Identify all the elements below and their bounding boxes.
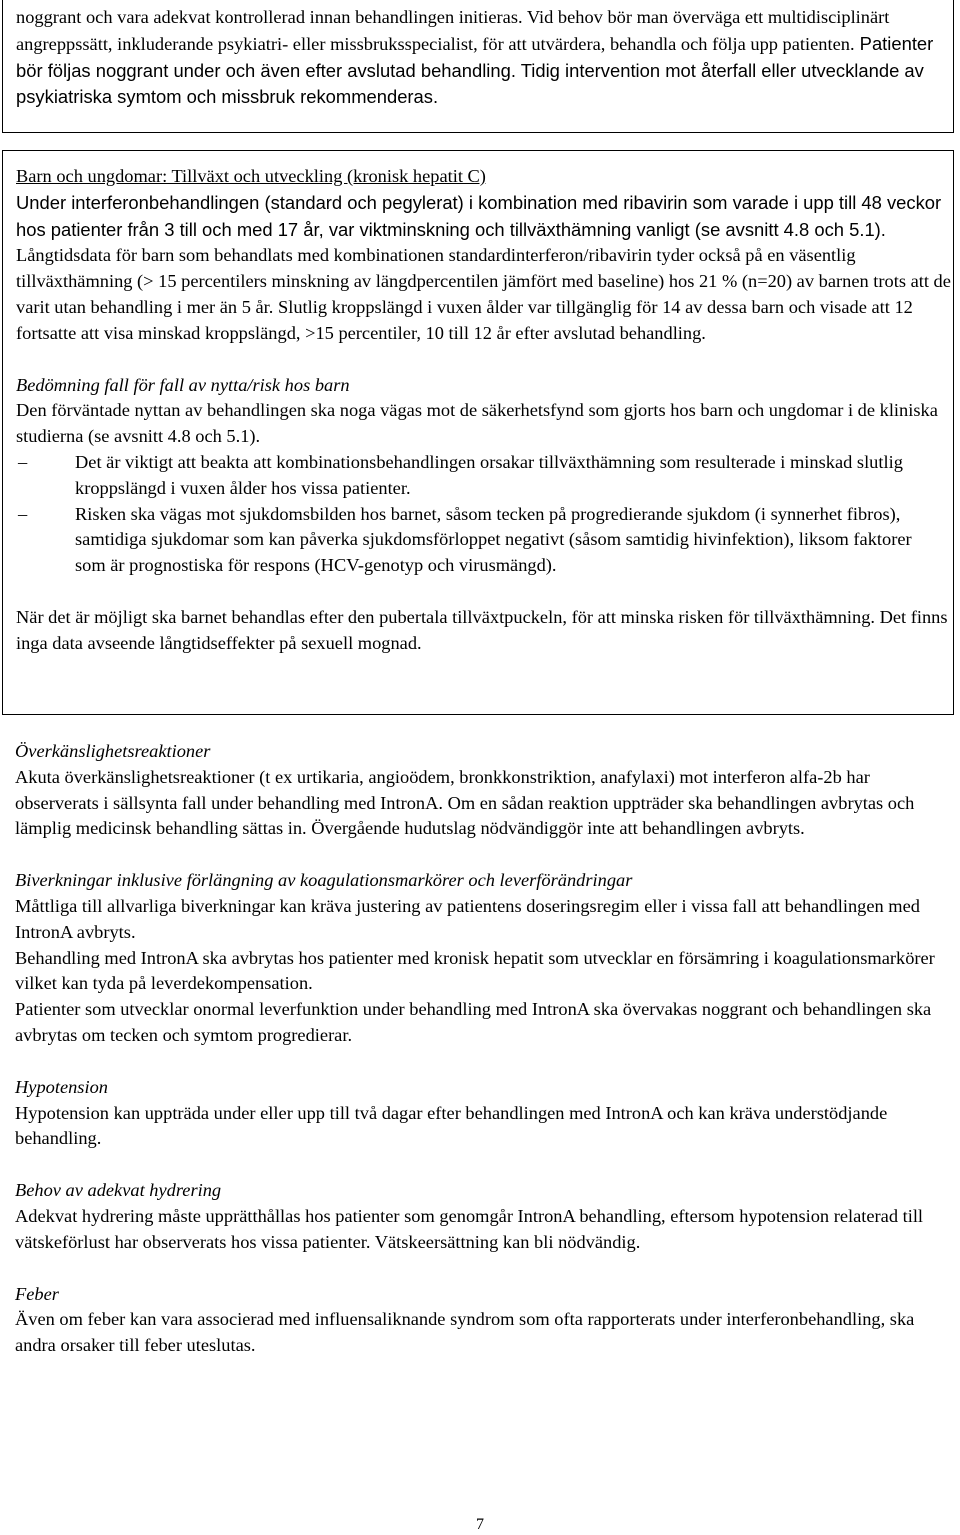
section-title-hypersensitivity: Överkänslighetsreaktioner (15, 741, 211, 761)
hypersensitivity-text-b: Om en sådan reaktion uppträder ska behandlingen avbrytas och lämplig medicinsk behandling sättas in. Övergående hudutslag nödvändiggör inte att behandlingen avbryts. (15, 792, 915, 839)
page-number: 7 (476, 1516, 484, 1533)
adverse-reactions-p2: Behandling med IntronA ska avbrytas hos patienter med kronisk hepatit som utvecklar en försämring i koagulationsmarkörer vilket kan tyda på leverdekompensation. (15, 947, 935, 994)
bullet-text: Det är viktigt att beakta att kombinationsbehandlingen orsakar tillväxthämning som resulterade i minskad slutlig kroppslängd i vuxen ålder hos vissa patienter. (75, 451, 903, 498)
pediatric-growth-box (2, 150, 954, 715)
bullet-item (16, 450, 953, 502)
section-title-hypotension: Hypotension (15, 1076, 108, 1097)
box1-serif-text: noggrant och vara adekvat kontrollerad innan behandlingen initieras. Vid behov bör man överväga ett multidisciplinärt angreppssätt, inkluderande psykiatri- eller missbruksspecialist, för att utvärdera, behandla och följa upp patienten. (16, 7, 890, 54)
box2-paragraph-3: När det är möjligt ska barnet behandlas efter den pubertala tillväxtpuckeln, för att minska risken för tillväxthämning. Det finns inga data avseende långtidseffekter på sexuell mognad. (16, 606, 948, 653)
box2-paragraph-1 (16, 190, 953, 347)
box2-paragraph-2: Den förväntade nyttan av behandlingen ska noga vägas mot de säkerhetsfynd som gjorts hos barn och ungdomar i de kliniska studierna (se avsnitt 4.8 och 5.1). (16, 400, 938, 447)
section-title-fever: Feber (15, 1283, 59, 1304)
box2-para1-sans: Under interferonbehandlingen (standard och pegylerat) i kombination med ribavirin som varade i upp till 48 veckor hos patienter från 3 till och med 17 år, var viktminskning och tillväxthämning vanligt (se avsnitt 4.8 och 5.1). (16, 191, 942, 240)
document-body (15, 739, 950, 1359)
adverse-reactions-p3: Patienter som utvecklar onormal leverfunktion under behandling med IntronA ska övervakas noggrant och behandlingen ska avbrytas om tecken och symtom progredierar. (15, 999, 932, 1045)
box2-para1-serif: Långtidsdata för barn som behandlats med kombinationen standardinterferon/ribavirin tyder också på en väsentlig tillväxthämning (> 15 percentilers minskning av längdpercentilen jämfört med baseline) hos 21 % (n=20) av barnen trots att de varit utan behandling i mer än 5 år. Slutlig kroppslängd i vuxen ålder var tillgänglig för 14 av dessa barn och visade att 12 fortsatte att visa minskad kroppslängd, >15 percentiler, 10 till 12 år efter avslutad behandling. (16, 245, 951, 343)
bullet-item (16, 502, 953, 579)
bullet-dash: – (18, 451, 28, 472)
box2-heading: Barn och ungdomar: Tillväxt och utveckling (kronisk hepatit C) (16, 166, 486, 186)
bullet-text: Risken ska vägas mot sjukdomsbilden hos barnet, såsom tecken på progredierande sjukdom (i synnerhet fibros), samtidiga sjukdomar som kan påverka sjukdomsförloppet negativt (såsom samtidig hivinfektion), liksom faktorer som är prognostiska för respons (HCV-genotyp och virusmängd). (75, 503, 912, 576)
warning-box-continued (2, 0, 954, 133)
box1-paragraph (16, 5, 953, 111)
adverse-reactions-p1: Måttliga till allvarliga biverkningar kan kräva justering av patientens doseringsregim eller i vissa fall att behandlingen med IntronA avbryts. (15, 895, 920, 942)
hypersensitivity-text-a: Akuta överkänslighetsreaktioner (t ex urtikaria, angioödem, bronkkonstriktion, anafylaxi) mot interferon alfa-2b har observerats i sällsynta fall under behandling med IntronA. (15, 766, 870, 813)
bullet-dash: – (18, 503, 28, 524)
section-title-hydration: Behov av adekvat hydrering (15, 1180, 222, 1201)
box2-subheading: Bedömning fall för fall av nytta/risk hos barn (16, 374, 350, 395)
box1-sans-text: Patienter bör följas noggrant under och även efter avslutad behandling. Tidig intervention mot återfall eller utvecklande av psykiatriska symtom och missbruk rekommenderas. (16, 32, 934, 108)
section-body-hydration: Adekvat hydrering måste upprätthållas hos patienter som genomgår IntronA behandling, eftersom hypotension relaterad till vätskeförlust har observerats hos vissa patienter. Vätskeersättning kan bli nödvändig. (15, 1205, 924, 1252)
section-body-hypotension: Hypotension kan uppträda under eller upp till två dagar efter behandlingen med IntronA och kan kräva understödjande behandling. (15, 1102, 888, 1149)
section-body-fever: Även om feber kan vara associerad med influensaliknande syndrom som ofta rapporterats under interferonbehandling, ska andra orsaker till feber uteslutas. (15, 1309, 915, 1356)
section-title-adverse-reactions: Biverkningar inklusive förlängning av koagulationsmarkörer och leverförändringar (15, 870, 633, 891)
section-body-hypersensitivity (15, 765, 950, 842)
